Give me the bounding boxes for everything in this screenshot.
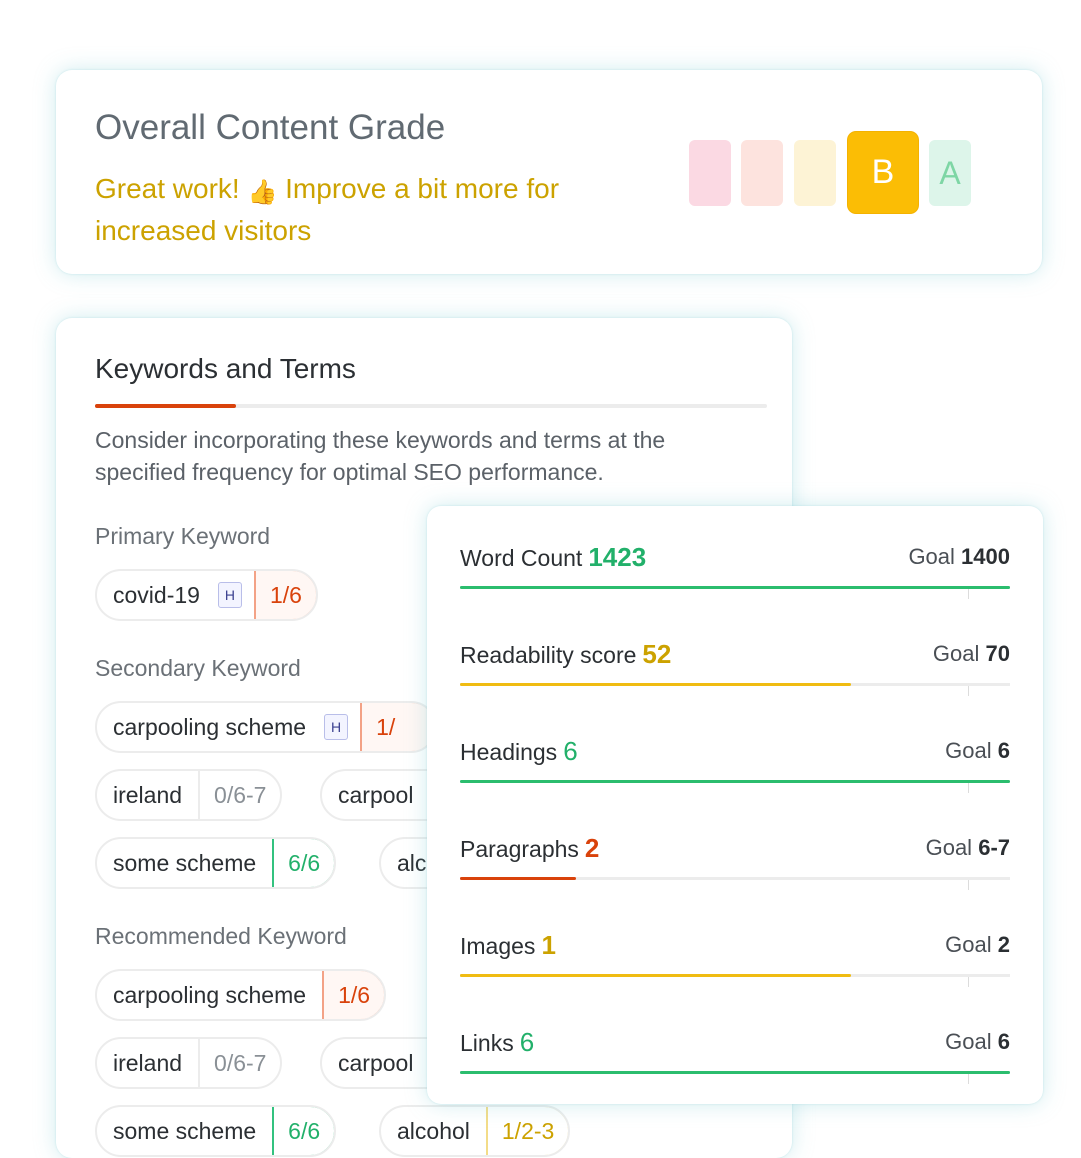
metric-goal: Goal 70 (932, 641, 1010, 666)
keyword-chip[interactable] (95, 701, 437, 753)
metric-links (460, 1027, 1010, 1087)
keywords-title: Keywords and Terms (95, 353, 356, 384)
metric-goal-marker (968, 1074, 969, 1084)
metric-goal: Goal 6 (945, 738, 1010, 763)
keyword-count: 1/ (360, 701, 437, 753)
metric-progress-fill (460, 683, 851, 686)
keyword-text: some scheme (113, 1117, 257, 1144)
metric-progress-track (460, 974, 1010, 977)
content-stats-card (427, 506, 1043, 1104)
metric-headings (460, 736, 1010, 796)
metric-label: Links 6 (460, 1027, 535, 1057)
metric-goal-marker (968, 589, 969, 599)
keyword-text: carpooling scheme H (97, 703, 360, 751)
keyword-count: 0/6-7 (198, 1039, 280, 1087)
metric-readability (460, 639, 1010, 699)
grade-scale-d (741, 140, 783, 206)
metric-goal: Goal 2 (945, 932, 1010, 957)
metric-progress-fill (460, 780, 1010, 783)
keyword-chip[interactable] (95, 837, 336, 889)
keywords-progress-fill (95, 404, 236, 408)
keyword-count: 1/6 (254, 569, 318, 621)
metric-value: 52 (642, 639, 672, 669)
keyword-chip[interactable] (95, 969, 386, 1021)
metric-progress-track (460, 1071, 1010, 1074)
primary-keyword-label: Primary Keyword (95, 523, 271, 549)
metric-progress-fill (460, 877, 576, 880)
keyword-chip[interactable] (95, 569, 318, 621)
metric-progress-track (460, 780, 1010, 783)
keyword-text: alc (397, 849, 427, 876)
grade-scale-b-active: B (848, 132, 918, 213)
metric-goal: Goal 6-7 (925, 835, 1010, 860)
metric-goal: Goal 6 (945, 1029, 1010, 1054)
keyword-text: ireland (113, 781, 183, 808)
keyword-text: carpooling scheme (113, 981, 307, 1008)
keyword-chip[interactable] (95, 1037, 282, 1089)
metric-goal-marker (968, 686, 969, 696)
keyword-text: carpool (338, 1049, 414, 1076)
keyword-text: some scheme (113, 849, 257, 876)
grade-message (95, 170, 655, 250)
grade-scale-c (794, 140, 836, 206)
metric-progress-fill (460, 586, 1010, 589)
metric-label: Images 1 (460, 930, 556, 960)
metric-value: 1423 (588, 542, 647, 572)
keyword-text: covid-19 H (97, 571, 254, 619)
metric-goal-marker (968, 783, 969, 793)
keywords-description: Consider incorporating these keywords and terms at the specified frequency for optimal SEO performance. (95, 427, 666, 485)
grade-message-start: Great work! (95, 173, 248, 204)
metric-value: 6 (519, 1027, 535, 1057)
keyword-count: 6/6 (272, 837, 336, 889)
metric-label: Paragraphs 2 (460, 833, 600, 863)
metric-progress-track (460, 683, 1010, 686)
recommended-keyword-label: Recommended Keyword (95, 923, 347, 949)
keyword-chip[interactable] (379, 1105, 570, 1157)
secondary-keyword-label: Secondary Keyword (95, 655, 301, 681)
keyword-text: carpool (338, 781, 414, 808)
metric-value: 6 (563, 736, 578, 766)
overall-grade-card (56, 70, 1042, 274)
metric-label: Headings 6 (460, 736, 578, 766)
grade-message-end: Improve a bit more for increased visitors (95, 173, 560, 246)
heading-badge-icon: H (324, 714, 348, 740)
keyword-count: 6/6 (272, 1105, 336, 1157)
metric-goal-marker (968, 977, 969, 987)
grade-card-title: Overall Content Grade (95, 108, 446, 147)
metric-label: Word Count 1423 (460, 542, 647, 572)
metric-progress-track (460, 586, 1010, 589)
grade-scale-e (689, 140, 731, 206)
metric-label: Readability score 52 (460, 639, 672, 669)
metric-goal: Goal 1400 (908, 544, 1010, 569)
metric-progress-fill (460, 1071, 1010, 1074)
metric-word-count (460, 542, 1010, 602)
keywords-progress-bar (95, 404, 767, 408)
metric-value: 1 (541, 930, 556, 960)
keyword-count: 1/2-3 (486, 1105, 570, 1157)
metric-paragraphs (460, 833, 1010, 893)
keyword-text: ireland (113, 1049, 183, 1076)
metric-progress-fill (460, 974, 851, 977)
heading-badge-icon: H (218, 582, 242, 608)
keyword-text: alcohol (397, 1117, 470, 1144)
grade-scale-a: A (929, 140, 971, 206)
keyword-count: 0/6-7 (198, 771, 280, 819)
keyword-chip[interactable] (95, 1105, 336, 1157)
metric-progress-track (460, 877, 1010, 880)
metric-value: 2 (584, 833, 600, 863)
metric-goal-marker (968, 880, 969, 890)
thumbs-up-icon: 👍 (247, 179, 278, 206)
keyword-count: 1/6 (322, 969, 386, 1021)
metric-images (460, 930, 1010, 990)
keyword-chip[interactable] (95, 769, 282, 821)
